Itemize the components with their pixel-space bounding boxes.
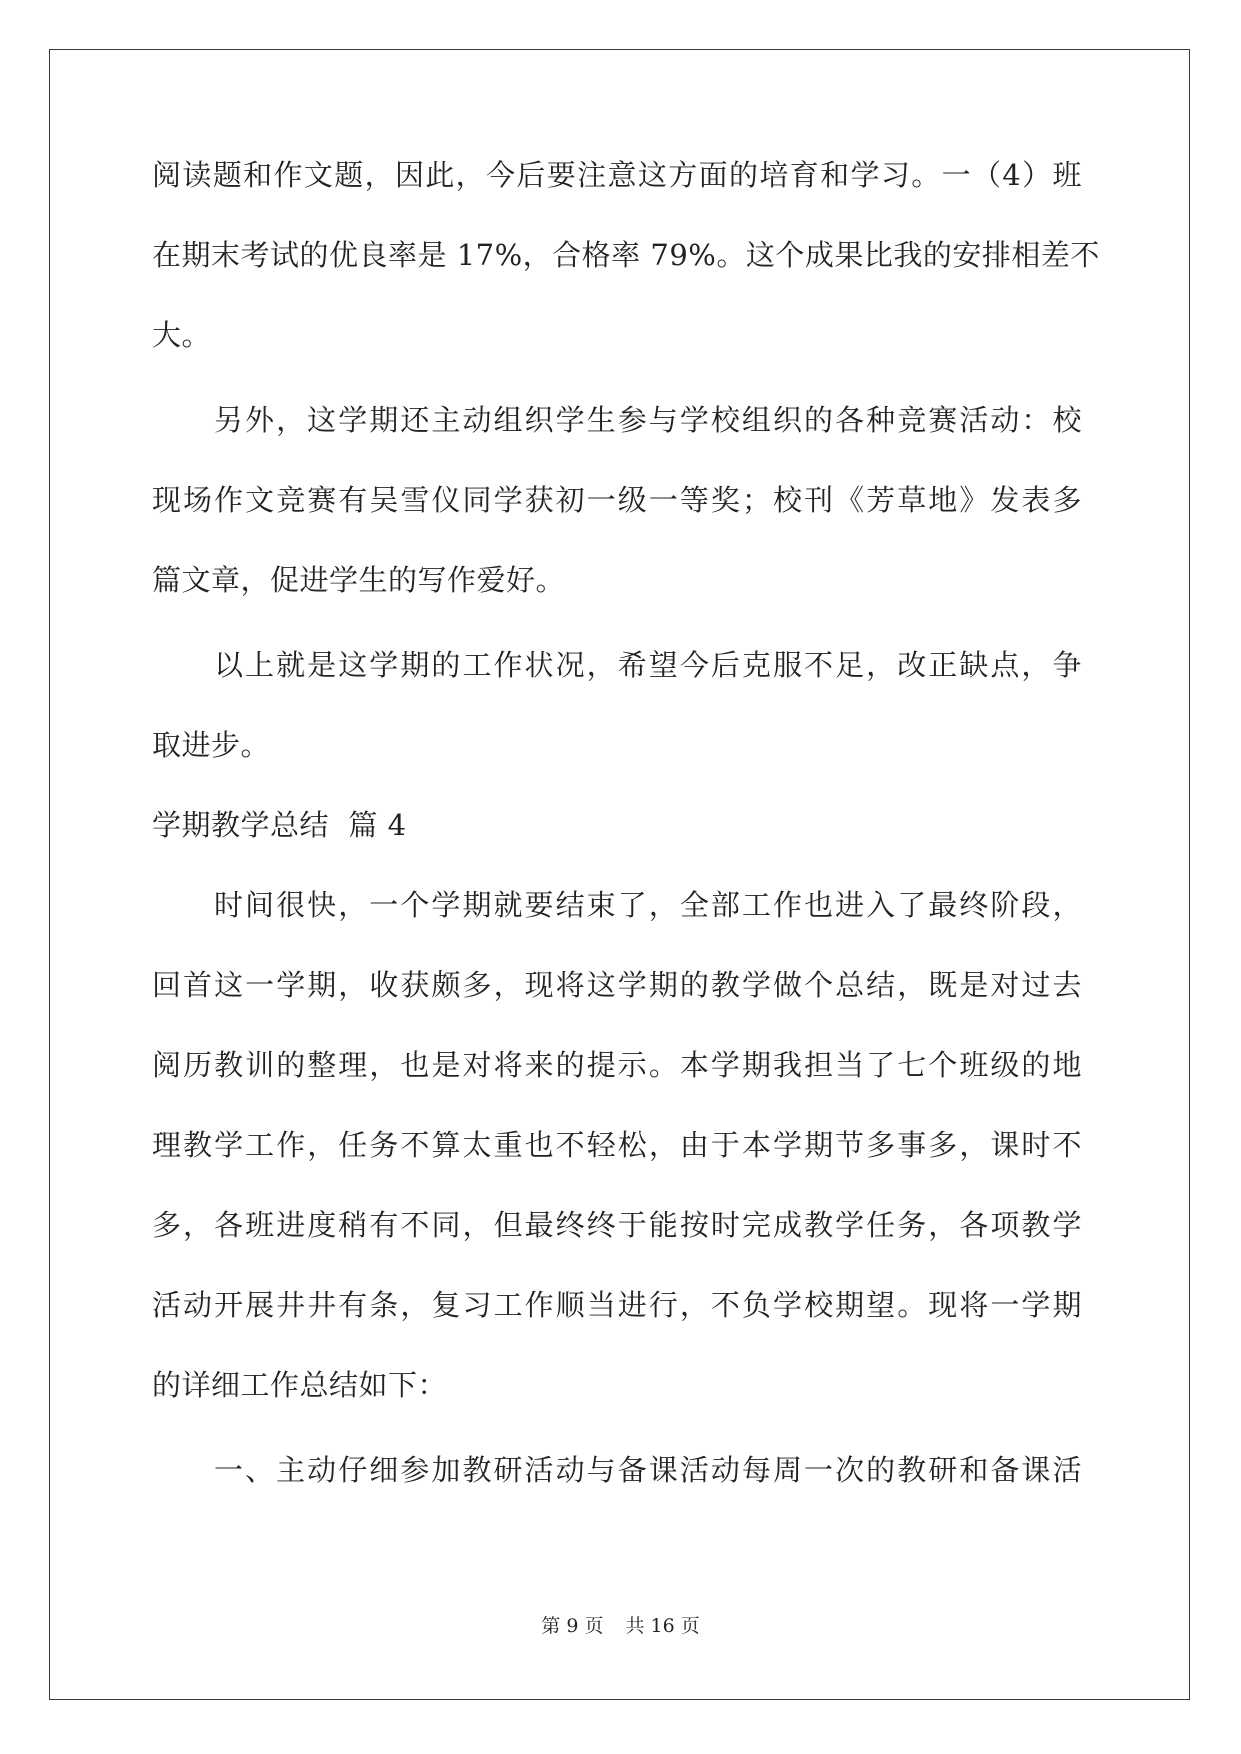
total-pages-indicator: 共 16 页 [625, 1615, 700, 1637]
paragraph-first-line: 以上就是这学期的工作状况，希望今后克服不足，改正缺点，争 [214, 648, 1082, 682]
text-line: 阅读题和作文题，因此，今后要注意这方面的培育和学习。一（4）班 [152, 158, 1082, 192]
text-line: 篇文章，促进学生的写作爱好。 [152, 563, 566, 597]
paragraph-first-line: 另外，这学期还主动组织学生参与学校组织的各种竞赛活动：校 [214, 403, 1082, 437]
text-line: 活动开展井井有条，复习工作顺当进行，不负学校期望。现将一学期 [152, 1288, 1082, 1322]
paragraph-first-line: 时间很快，一个学期就要结束了，全部工作也进入了最终阶段， [214, 888, 1082, 922]
text-line: 阅历教训的整理，也是对将来的提示。本学期我担当了七个班级的地 [152, 1048, 1082, 1082]
text-line: 的详细工作总结如下： [152, 1368, 448, 1402]
current-page-indicator: 第 9 页 [541, 1615, 604, 1637]
section-heading: 学期教学总结 篇 4 [152, 808, 407, 842]
text-line: 理教学工作，任务不算太重也不轻松，由于本学期节多事多，课时不 [152, 1128, 1082, 1162]
text-line: 大。 [152, 318, 212, 352]
text-line: 回首这一学期，收获颇多，现将这学期的教学做个总结，既是对过去 [152, 968, 1082, 1002]
page-footer [0, 1613, 1241, 1639]
paragraph-first-line: 一、主动仔细参加教研活动与备课活动每周一次的教研和备课活 [214, 1453, 1082, 1487]
text-line: 在期末考试的优良率是 17%，合格率 79%。这个成果比我的安排相差不 [152, 238, 1100, 272]
text-line: 多，各班进度稍有不同，但最终终于能按时完成教学任务，各项教学 [152, 1208, 1082, 1242]
text-line: 现场作文竞赛有吴雪仪同学获初一级一等奖；校刊《芳草地》发表多 [152, 483, 1082, 517]
text-line: 取进步。 [152, 728, 271, 762]
